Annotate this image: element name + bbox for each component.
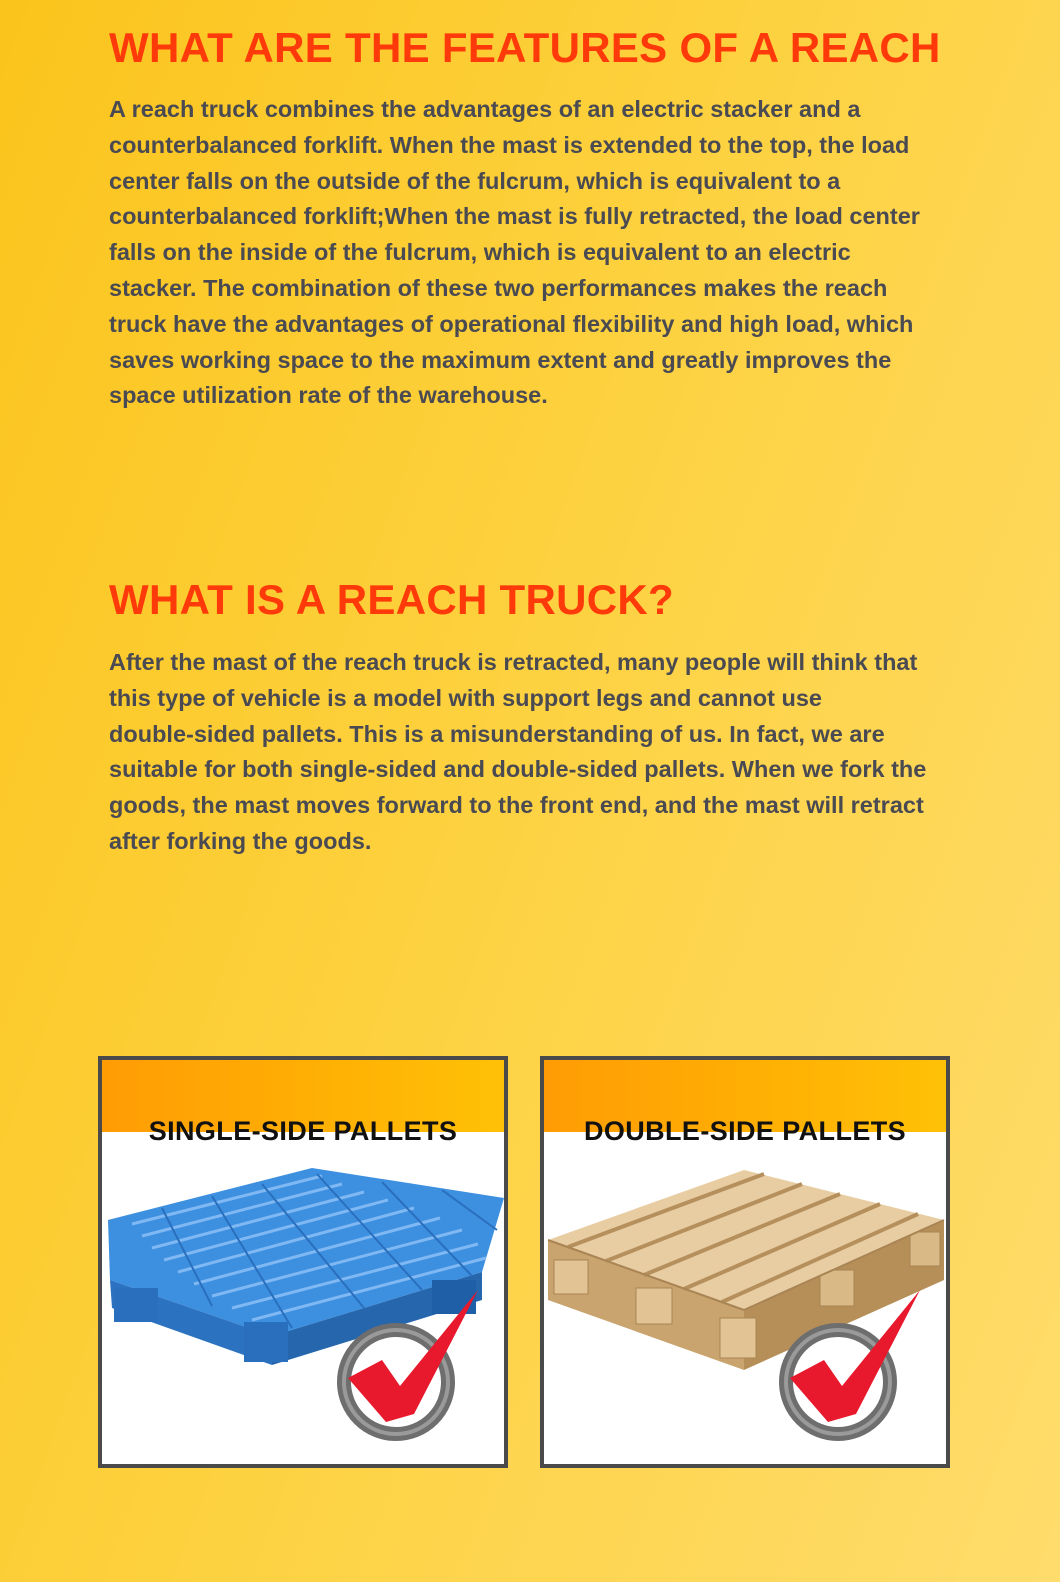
section-heading: WHAT ARE THE FEATURES OF A REACH <box>109 24 941 71</box>
paragraph-line: suitable for both single-sided and double-sided pallets. When we fork the <box>109 756 927 783</box>
check-icon <box>770 1282 940 1452</box>
paragraph-line: double-sided pallets. This is a misunderstanding of us. In fact, we are <box>109 720 885 747</box>
section-paragraph <box>109 92 959 414</box>
paragraph-line: goods, the mast moves forward to the front end, and the mast will retract <box>109 792 924 819</box>
single-side-pallet-card <box>98 1056 508 1468</box>
paragraph-line: this type of vehicle is a model with support legs and cannot use <box>109 684 822 711</box>
paragraph-line: space utilization rate of the warehouse. <box>109 382 548 409</box>
paragraph-line: falls on the inside of the fulcrum, which is equivalent to an electric <box>109 239 851 266</box>
check-icon <box>328 1282 498 1452</box>
section-reach-truck <box>109 576 959 860</box>
paragraph-line: truck have the advantages of operational flexibility and high load, which <box>109 310 914 337</box>
paragraph-line: center falls on the outside of the fulcrum, which is equivalent to a <box>109 167 841 194</box>
paragraph-line: saves working space to the maximum extent and greatly improves the <box>109 346 892 373</box>
paragraph-line: after forking the goods. <box>109 827 372 854</box>
card-title: SINGLE-SIDE PALLETS <box>148 1116 458 1146</box>
card-title: DOUBLE-SIDE PALLETS <box>583 1116 907 1146</box>
paragraph-line: counterbalanced forklift;When the mast is fully retracted, the load center <box>109 203 920 230</box>
section-features <box>109 24 959 414</box>
double-side-pallet-card <box>540 1056 950 1468</box>
paragraph-line: A reach truck combines the advantages of an electric stacker and a <box>109 96 861 122</box>
section-heading: WHAT IS A REACH TRUCK? <box>109 576 674 623</box>
paragraph-line: counterbalanced forklift. When the mast is extended to the top, the load <box>109 131 910 158</box>
section-paragraph <box>109 645 959 860</box>
paragraph-line: stacker. The combination of these two performances makes the reach <box>109 274 888 301</box>
paragraph-line: After the mast of the reach truck is retracted, many people will think that <box>109 649 918 675</box>
